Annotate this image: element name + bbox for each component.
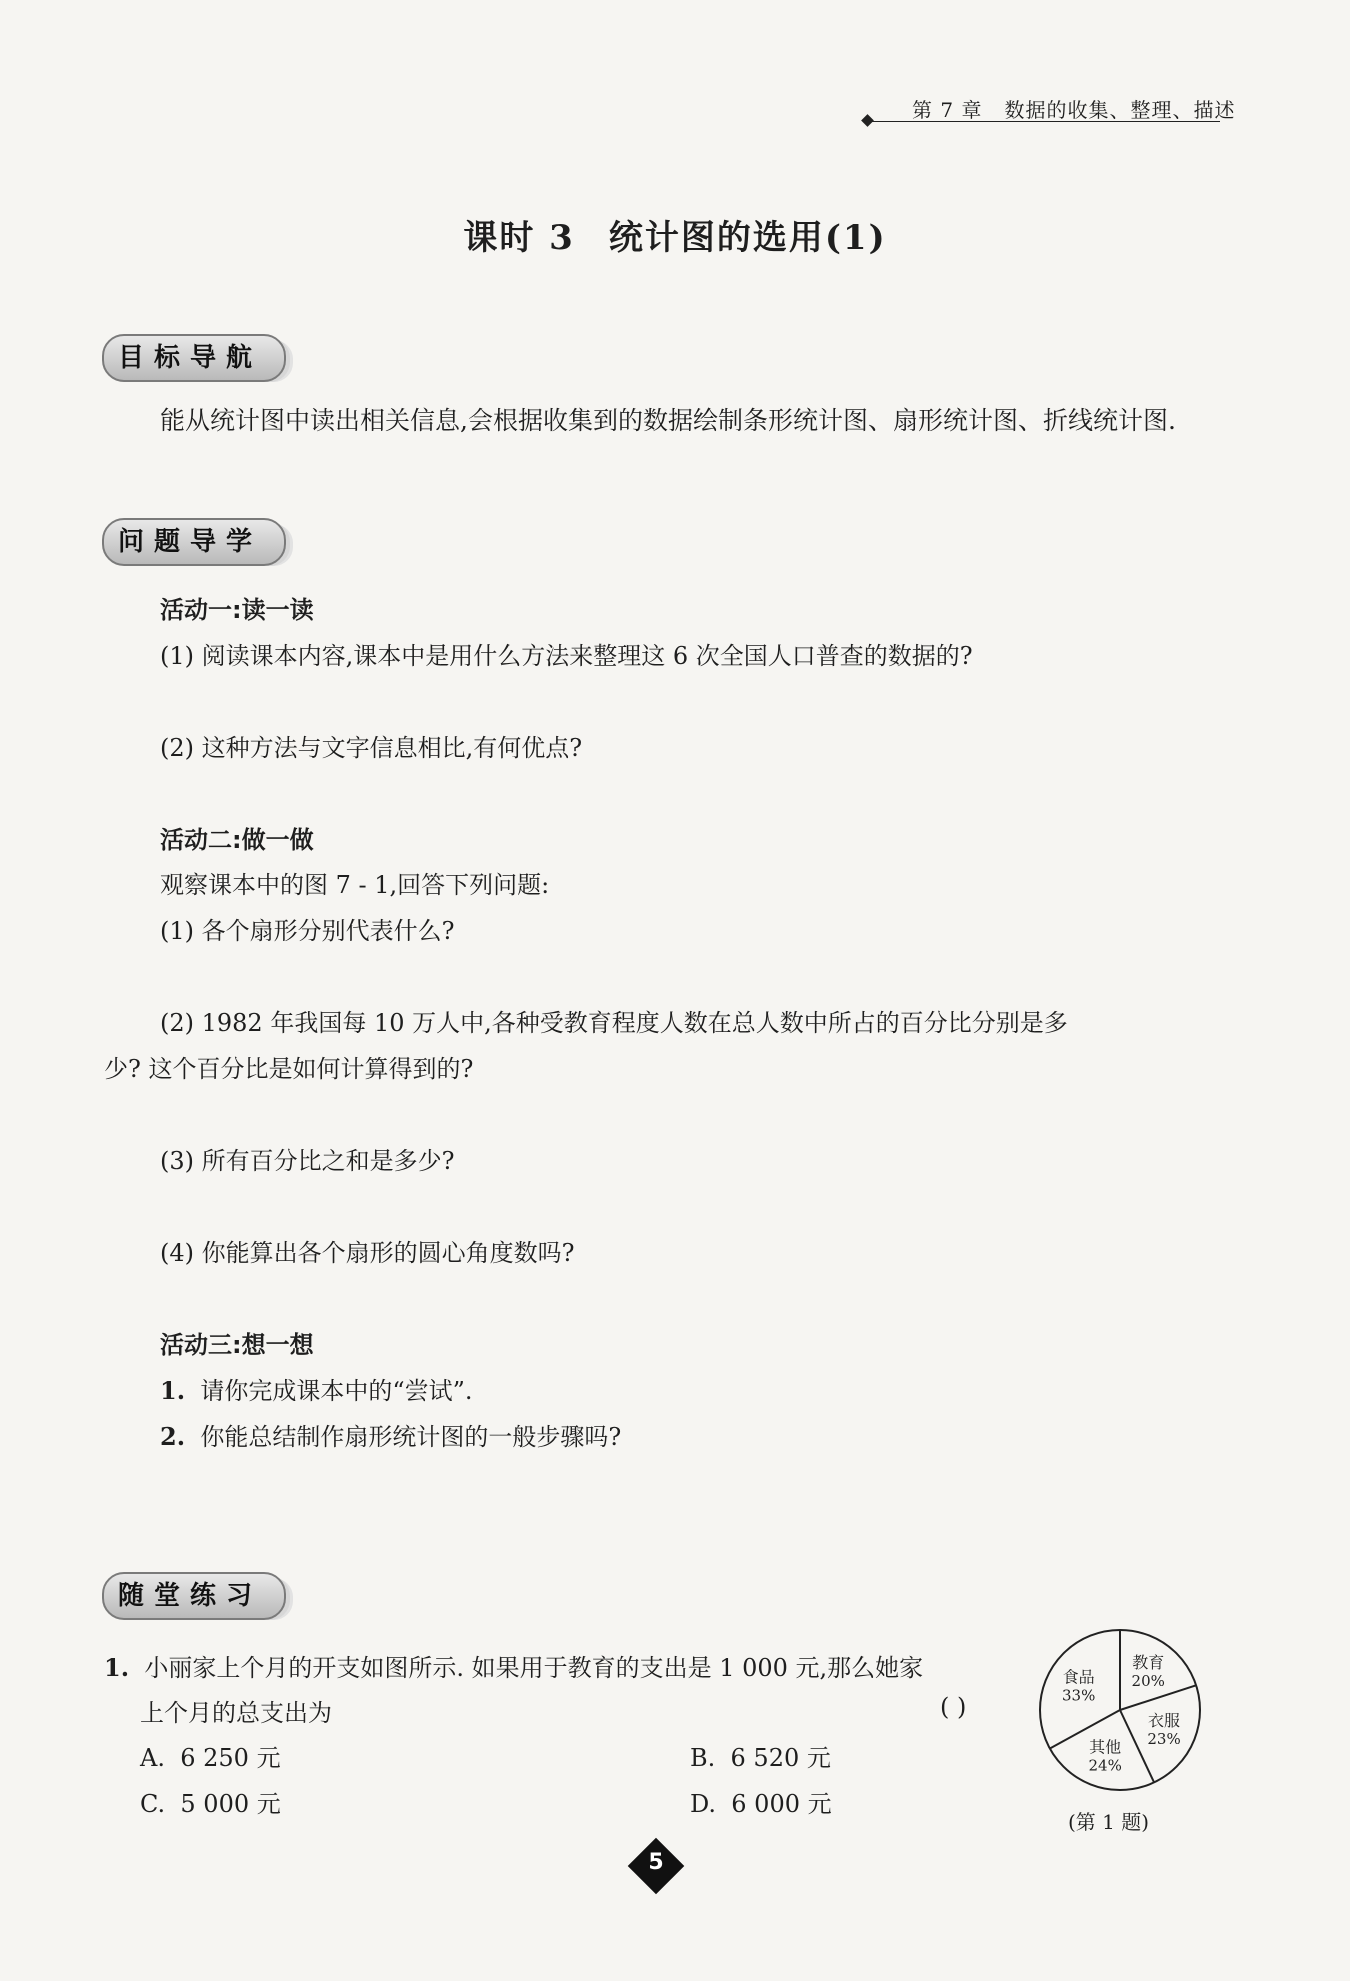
pie-caption: (第 1 题) bbox=[1068, 1810, 1150, 1834]
question-number: 1. bbox=[104, 1653, 130, 1682]
lesson-name: 统计图的选用(1) bbox=[608, 218, 887, 258]
activity-3-item-2 bbox=[160, 1417, 621, 1452]
lesson-number: 课时 3 bbox=[463, 218, 575, 258]
pie-slice-percent: 33% bbox=[1062, 1686, 1096, 1705]
item-number: 1. bbox=[160, 1376, 186, 1405]
answer-blank: ( ) bbox=[940, 1693, 967, 1721]
activity-3-item-1 bbox=[160, 1371, 473, 1406]
item-number: 2. bbox=[160, 1422, 186, 1451]
activity-1-question-2: (2) 这种方法与文字信息相比,有何优点? bbox=[160, 734, 583, 762]
activity-2-title: 活动二:做一做 bbox=[160, 826, 314, 854]
practice-q1-line-1 bbox=[104, 1648, 923, 1683]
option-label: C. bbox=[140, 1790, 166, 1818]
pie-slice-name: 其他 bbox=[1089, 1737, 1122, 1757]
option-d bbox=[690, 1784, 832, 1819]
activity-1-question-1: (1) 阅读课本内容,课本中是用什么方法来整理这 6 次全国人口普查的数据的? bbox=[160, 642, 973, 670]
option-text: 5 000 元 bbox=[180, 1790, 281, 1818]
pie-slice-percent: 24% bbox=[1088, 1756, 1122, 1775]
option-text: 6 000 元 bbox=[731, 1790, 832, 1818]
pie-slice-name: 食品 bbox=[1062, 1667, 1095, 1687]
section-badge-goal: 目标导航 bbox=[102, 334, 286, 382]
option-c bbox=[140, 1784, 281, 1819]
option-a bbox=[140, 1738, 281, 1773]
chapter-title: 数据的收集、整理、描述 bbox=[1004, 98, 1236, 122]
activity-1-title: 活动一:读一读 bbox=[160, 596, 314, 624]
pie-slice-name: 衣服 bbox=[1148, 1711, 1181, 1731]
activity-2-question-2-line-1: (2) 1982 年我国每 10 万人中,各种受教育程度人数在总人数中所占的百分比分别是多 bbox=[160, 1009, 1068, 1037]
header-rule bbox=[868, 121, 1220, 122]
activity-3-title: 活动三:想一想 bbox=[160, 1331, 314, 1359]
activity-2-question-1: (1) 各个扇形分别代表什么? bbox=[160, 917, 455, 945]
running-header bbox=[912, 94, 1236, 123]
option-label: B. bbox=[690, 1744, 716, 1772]
page-number: 5 bbox=[648, 1850, 664, 1875]
option-label: D. bbox=[690, 1790, 717, 1818]
activity-2-question-2-line-2: 少? 这个百分比是如何计算得到的? bbox=[104, 1055, 474, 1083]
section-badge-practice: 随堂练习 bbox=[102, 1572, 286, 1620]
section-badge-problem: 问题导学 bbox=[102, 518, 286, 566]
activity-2-intro: 观察课本中的图 7 - 1,回答下列问题: bbox=[160, 871, 550, 899]
chapter-number: 第 7 章 bbox=[912, 98, 983, 122]
option-text: 6 250 元 bbox=[180, 1744, 281, 1772]
item-text: 你能总结制作扇形统计图的一般步骤吗? bbox=[200, 1423, 622, 1451]
option-b bbox=[690, 1738, 831, 1773]
pie-slice-percent: 23% bbox=[1147, 1730, 1181, 1749]
activity-2-question-4: (4) 你能算出各个扇形的圆心角度数吗? bbox=[160, 1239, 575, 1267]
pie-slice-name: 教育 bbox=[1132, 1653, 1165, 1673]
pie-slice-percent: 20% bbox=[1131, 1672, 1165, 1691]
question-text: 小丽家上个月的开支如图所示. 如果用于教育的支出是 1 000 元,那么她家 bbox=[144, 1654, 924, 1682]
option-label: A. bbox=[140, 1744, 165, 1772]
option-text: 6 520 元 bbox=[730, 1744, 831, 1772]
activity-2-question-3: (3) 所有百分比之和是多少? bbox=[160, 1147, 455, 1175]
goal-text: 能从统计图中读出相关信息,会根据收集到的数据绘制条形统计图、扇形统计图、折线统计图. bbox=[160, 406, 1176, 435]
practice-q1-line-2: 上个月的总支出为 bbox=[140, 1699, 332, 1727]
item-text: 请你完成课本中的“尝试”. bbox=[200, 1377, 473, 1405]
expense-pie-chart bbox=[1030, 1620, 1210, 1800]
page-title bbox=[0, 210, 1350, 259]
